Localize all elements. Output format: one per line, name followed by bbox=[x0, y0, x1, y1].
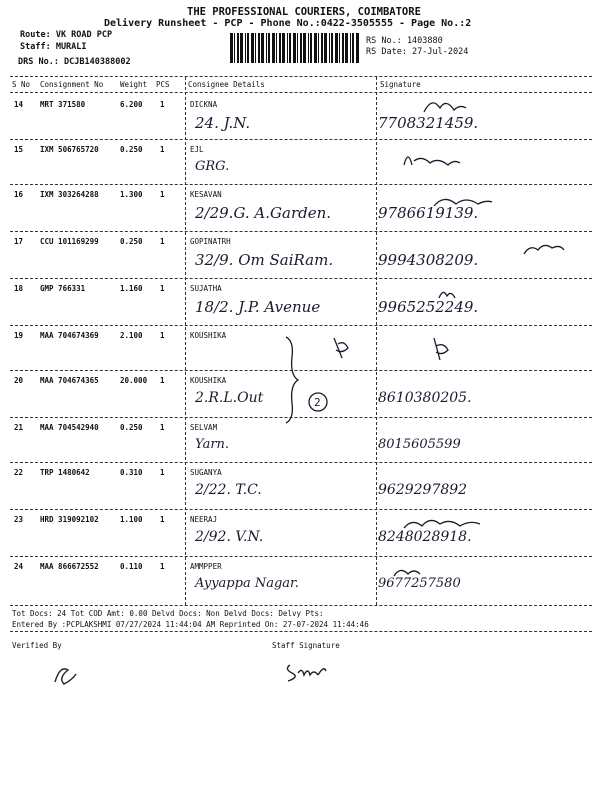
row-handwritten-address: 2/29.G. A.Garden. bbox=[195, 204, 332, 222]
row-consignment-no: MAA 704542940 bbox=[40, 423, 99, 432]
row-weight: 0.250 bbox=[120, 145, 143, 154]
row-pcs: 1 bbox=[160, 331, 165, 340]
staff: Staff: MURALI bbox=[20, 42, 87, 52]
row-consignee-name: NEERAJ bbox=[190, 515, 218, 524]
row-sno: 21 bbox=[14, 423, 24, 432]
row-weight: 0.250 bbox=[120, 423, 143, 432]
row-handwritten-phone: 8015605599 bbox=[378, 437, 461, 452]
row-handwritten-address: Yarn. bbox=[195, 437, 230, 452]
row-consignee-name: SUJATHA bbox=[190, 284, 222, 293]
row-divider bbox=[10, 184, 592, 185]
row-sno: 22 bbox=[14, 468, 24, 477]
handwritten-signature bbox=[435, 282, 525, 318]
col-consignee: Consignee Details bbox=[188, 80, 265, 89]
row-consignment-no: GMP 766331 bbox=[40, 284, 86, 293]
handwritten-signature bbox=[430, 330, 520, 366]
row-pcs: 1 bbox=[160, 237, 165, 246]
row-handwritten-phone: 9629297892 bbox=[378, 482, 468, 498]
row-weight: 20.000 bbox=[120, 376, 148, 385]
row-handwritten-address: 2.R.L.Out bbox=[195, 390, 264, 406]
row-handwritten-address: 24. J.N. bbox=[195, 114, 251, 132]
row-handwritten-phone: 9965252249. bbox=[378, 298, 479, 316]
column-divider bbox=[185, 77, 186, 605]
drs-number: DRS No.: DCJB140388002 bbox=[18, 57, 131, 67]
row-consignee-name: AMMPPER bbox=[190, 562, 222, 571]
totals-line: Tot Docs: 24 Tot COD Amt: 0.00 Delvd Docs: Non Delvd Docs: Delvy Pts: bbox=[12, 609, 324, 618]
handwritten-signature bbox=[390, 562, 480, 598]
row-handwritten-address: Ayyappa Nagar. bbox=[195, 576, 299, 591]
row-handwritten-phone: 8610380205. bbox=[378, 390, 472, 406]
verifier-signature bbox=[50, 660, 80, 690]
row-sno: 19 bbox=[14, 331, 24, 340]
row-weight: 0.110 bbox=[120, 562, 143, 571]
row-pcs: 1 bbox=[160, 562, 165, 571]
row-handwritten-phone: 8248028918. bbox=[378, 529, 472, 545]
runsheet-title: Delivery Runsheet - PCP - Phone No.:0422-3505555 - Page No.:2 bbox=[104, 18, 472, 29]
rs-date: RS Date: 27-Jul-2024 bbox=[366, 47, 469, 57]
row-consignment-no: HRD 319092102 bbox=[40, 515, 99, 524]
row-sno: 24 bbox=[14, 562, 24, 571]
row-consignment-no: IXM 506765720 bbox=[40, 145, 99, 154]
circled-number bbox=[306, 390, 330, 414]
col-consignment: Consignment No bbox=[40, 80, 104, 89]
row-consignee-name: KOUSHIKA bbox=[190, 376, 227, 385]
row-divider bbox=[10, 278, 592, 279]
row-pcs: 1 bbox=[160, 145, 165, 154]
row-consignee-name: KOUSHIKA bbox=[190, 331, 227, 340]
divider bbox=[10, 76, 592, 77]
row-sno: 16 bbox=[14, 190, 24, 199]
row-handwritten-address: 32/9. Om SaiRam. bbox=[195, 251, 334, 269]
col-weight: Weight bbox=[120, 80, 148, 89]
row-consignee-name: EJL bbox=[190, 145, 204, 154]
row-sno: 23 bbox=[14, 515, 24, 524]
row-handwritten-address: 2/22. T.C. bbox=[195, 482, 262, 498]
row-divider bbox=[10, 462, 592, 463]
row-consignee-name: KESAVAN bbox=[190, 190, 222, 199]
route: Route: VK ROAD PCP bbox=[20, 30, 113, 40]
row-consignee-name: GOPINATRH bbox=[190, 237, 231, 246]
col-sno: S No bbox=[12, 80, 31, 89]
row-pcs: 1 bbox=[160, 468, 165, 477]
handwritten-signature bbox=[430, 190, 520, 226]
handwritten-brace bbox=[282, 335, 302, 425]
row-handwritten-address: 2/92. V.N. bbox=[195, 529, 264, 545]
row-divider bbox=[10, 139, 592, 140]
row-weight: 6.200 bbox=[120, 100, 143, 109]
handwritten-signature bbox=[520, 238, 600, 274]
row-weight: 1.300 bbox=[120, 190, 143, 199]
row-consignment-no: IXM 303264288 bbox=[40, 190, 99, 199]
row-weight: 0.310 bbox=[120, 468, 143, 477]
row-consignment-no: MAA 704674369 bbox=[40, 331, 99, 340]
row-consignee-name: SUGANYA bbox=[190, 468, 222, 477]
row-sno: 17 bbox=[14, 237, 24, 246]
row-divider bbox=[10, 325, 592, 326]
row-consignee-name: SELVAM bbox=[190, 423, 218, 432]
verified-by-label: Verified By bbox=[12, 641, 62, 650]
rs-number: RS No.: 1403880 bbox=[366, 36, 443, 46]
staff-signature bbox=[282, 655, 332, 685]
row-sno: 14 bbox=[14, 100, 24, 109]
row-sno: 18 bbox=[14, 284, 24, 293]
row-pcs: 1 bbox=[160, 376, 165, 385]
row-pcs: 1 bbox=[160, 284, 165, 293]
row-divider bbox=[10, 231, 592, 232]
divider bbox=[10, 631, 592, 632]
col-pcs: PCS bbox=[156, 80, 170, 89]
row-handwritten-phone: 9994308209. bbox=[378, 251, 479, 269]
row-weight: 1.100 bbox=[120, 515, 143, 524]
divider bbox=[10, 605, 592, 606]
row-weight: 0.250 bbox=[120, 237, 143, 246]
handwritten-signature bbox=[330, 330, 420, 366]
svg-text:2: 2 bbox=[314, 396, 321, 409]
row-handwritten-phone: 9677257580 bbox=[378, 576, 461, 591]
row-pcs: 1 bbox=[160, 190, 165, 199]
staff-signature-label: Staff Signature bbox=[272, 641, 340, 650]
row-sno: 15 bbox=[14, 145, 24, 154]
barcode bbox=[230, 33, 360, 63]
row-consignment-no: MAA 704674365 bbox=[40, 376, 99, 385]
handwritten-signature bbox=[400, 145, 490, 181]
row-handwritten-address: 18/2. J.P. Avenue bbox=[195, 298, 321, 316]
row-pcs: 1 bbox=[160, 423, 165, 432]
entered-by-line: Entered By :PCPLAKSHMI 07/27/2024 11:44:04 AM Reprinted On: 27-07-2024 11:44:46 bbox=[12, 620, 369, 629]
row-pcs: 1 bbox=[160, 515, 165, 524]
row-weight: 2.100 bbox=[120, 331, 143, 340]
handwritten-signature bbox=[400, 512, 490, 548]
row-divider bbox=[10, 509, 592, 510]
row-pcs: 1 bbox=[160, 100, 165, 109]
row-divider bbox=[10, 556, 592, 557]
row-weight: 1.160 bbox=[120, 284, 143, 293]
row-consignment-no: MRT 371580 bbox=[40, 100, 86, 109]
row-consignment-no: TRP 1480642 bbox=[40, 468, 90, 477]
row-sno: 20 bbox=[14, 376, 24, 385]
row-consignment-no: CCU 101169299 bbox=[40, 237, 99, 246]
row-handwritten-phone: 7708321459. bbox=[378, 114, 479, 132]
row-handwritten-phone: 9786619139. bbox=[378, 204, 479, 222]
row-consignment-no: MAA 866672552 bbox=[40, 562, 99, 571]
col-signature: Signature bbox=[380, 80, 421, 89]
handwritten-signature bbox=[420, 94, 510, 130]
divider bbox=[10, 92, 592, 93]
row-handwritten-address: GRG. bbox=[195, 159, 230, 174]
company-name: THE PROFESSIONAL COURIERS, COIMBATORE bbox=[187, 6, 421, 18]
row-consignee-name: DICKNA bbox=[190, 100, 218, 109]
